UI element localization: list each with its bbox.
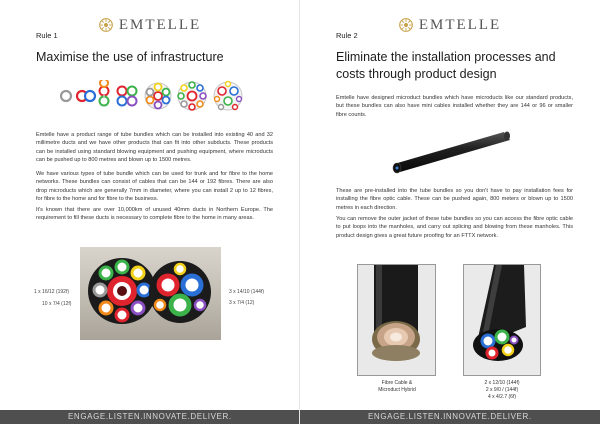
cable-illustration	[386, 124, 516, 176]
microduct-bundle-photo	[463, 264, 541, 376]
tube-bundle-photo	[80, 247, 221, 340]
footer-bar	[0, 410, 300, 424]
multi-tube-bundle-icon	[178, 82, 206, 110]
rule-label: Rule 1	[36, 31, 58, 40]
tube-bundle-illustration	[56, 80, 246, 112]
emtelle-emblem-icon	[99, 18, 113, 32]
photo-1-caption-line-2: Microduct Hybrid	[378, 387, 416, 393]
brand-logo-text: EMTELLE	[118, 16, 202, 33]
page-right	[300, 0, 600, 424]
page-title: Eliminate the installation processes and costs through product design	[336, 50, 556, 81]
photo-label-right-2: 3 x 7/4 (12)	[229, 300, 255, 306]
emtelle-emblem-icon	[399, 18, 413, 32]
paragraph-1: Emtelle have a product range of tube bundles which can be installed into existing 40 and 32 millimetre ducts and we have other products that can fit into other subducts. These products can be installed using standard blowing equipment and pushing equipment, where microducts can be pushed up to 800 metres and blown up to 1500 metres.	[36, 132, 273, 163]
paragraph-3: It's known that there are over 10,000km of unused 40mm ducts in Northern Europe. The requirement to fill these ducts is necessary to complete fibre to the home in many areas.	[36, 207, 273, 222]
seven-tube-bundle-icon	[145, 83, 171, 109]
single-tube-icon	[61, 91, 71, 101]
two-tube-bundle-icon	[77, 91, 95, 101]
brand-logo-text: EMTELLE	[418, 16, 502, 33]
footer-bar	[300, 410, 600, 424]
paragraph-3: You can remove the outer jacket of these tube bundles so you can access the fibre optic cable to put loops into the manholes, and carry out splicing and blowing from these manholes. This product design gives a great future proofing for an FTTX network.	[336, 216, 573, 239]
paragraph-1: Emtelle have designed microduct bundles which have microducts like our standard products, but these bundles can also have mini cables installed whether they are 144 or 96 or smaller fibre counts.	[336, 95, 573, 118]
photo-label-left-1: 1 x 16/12 (192f)	[34, 289, 70, 295]
fibre-cable-hybrid-photo	[357, 264, 436, 376]
photo-2-caption-line-1: 2 x 12/10 (144f)	[484, 380, 520, 386]
three-tube-bundle-icon	[100, 80, 109, 106]
footer-slogan: ENGAGE.LISTEN.INNOVATE.DELIVER.	[68, 412, 232, 421]
four-tube-bundle-icon	[118, 87, 137, 106]
paragraph-2: We have various types of tube bundle which can be used for trunk and for fibre to the home networks. These bundles can consist of cables that can be 144 or 192 fibres. There are also drop microducts which are generally 7mm in diameter, where you can install 2 up to 12 fibres, for fibre to the home and for fibre to the business.	[36, 171, 273, 202]
photo-2-caption-line-3: 4 x 4/2.7 (6f)	[487, 394, 517, 400]
photo-label-right-1: 3 x 14/10 (144f)	[229, 289, 265, 295]
large-multi-tube-bundle-icon	[214, 82, 242, 111]
photo-label-left-2: 10 x 7/4 (12f)	[42, 301, 72, 307]
photo-2-caption-line-2: 2 x 9/0 / (144f)	[485, 387, 519, 393]
paragraph-2: These are pre-installed into the tube bundles so you don't have to pay installation fees for installing the fibre optic cable. These can be pushed again, 800 meters or blown up to 1500 metres in each direction.	[336, 188, 573, 211]
page-title: Maximise the use of infrastructure	[36, 50, 224, 64]
footer-slogan: ENGAGE.LISTEN.INNOVATE.DELIVER.	[368, 412, 532, 421]
rule-label: Rule 2	[336, 31, 358, 40]
photo-1-caption-line-1: Fibre Cable &	[381, 380, 413, 386]
